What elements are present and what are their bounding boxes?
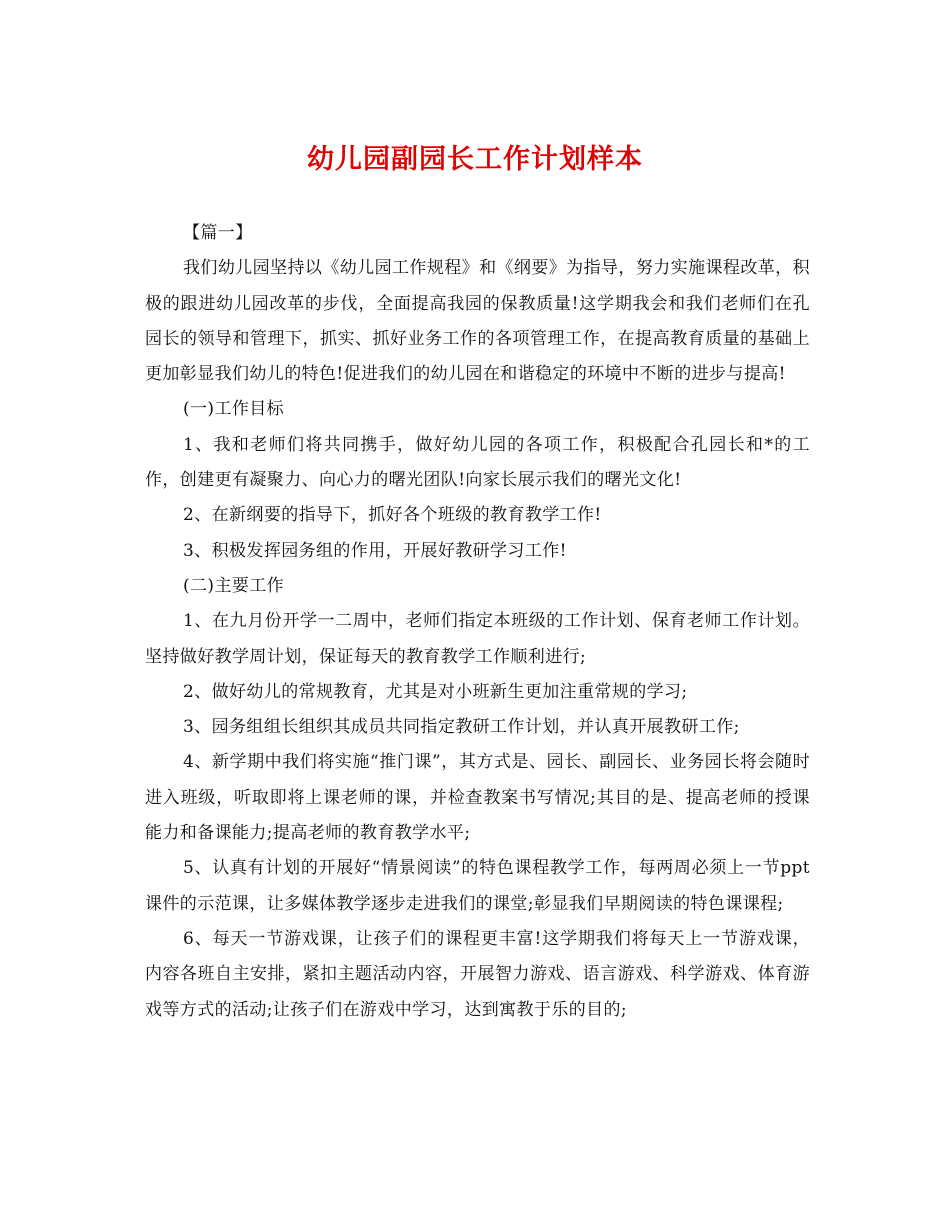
subheading-work-goals: (一)工作目标: [183, 399, 285, 420]
subheading-main-work: (二)主要工作: [183, 575, 285, 596]
work-item-2: 2、做好幼儿的常规教育，尤其是对小班新生更加注重常规的学习;: [183, 681, 688, 702]
intro-paragraph: 我们幼儿园坚持以《幼儿园工作规程》和《纲要》为指导，努力实施课程改革，积极的跟进幼儿园改革的步伐，全面提高我园的保教质量!这学期我会和我们老师们在孔园长的领导和管理下，抓实、抓好业务工作的各项管理工作，在提高教育质量的基础上更加彰显我们幼儿的特色!促进我们的幼儿园在和谐稳定的环境中不断的进步与提高!: [145, 258, 810, 385]
goal-item-2: 2、在新纲要的指导下，抓好各个班级的教育教学工作!: [183, 505, 602, 526]
document-title: 幼儿园副园长工作计划样本: [307, 144, 643, 175]
goal-item-1: 1、我和老师们将共同携手，做好幼儿园的各项工作，积极配合孔园长和*的工作，创建更有凝聚力、向心力的曙光团队!向家长展示我们的曙光文化!: [145, 434, 810, 491]
document-body: [145, 216, 810, 1028]
work-item-3: 3、园务组组长组织其成员共同指定教研工作计划，并认真开展教研工作;: [183, 717, 740, 738]
work-item-4: 4、新学期中我们将实施“推门课”，其方式是、园长、副园长、业务园长将会随时进入班级，听取即将上课老师的课，并检查教案书写情况;其目的是、提高老师的授课能力和备课能力;提高老师的教育教学水平;: [145, 752, 810, 844]
work-item-1: 1、在九月份开学一二周中，老师们指定本班级的工作计划、保育老师工作计划。坚持做好教学周计划，保证每天的教育教学工作顺利进行;: [145, 611, 810, 667]
work-item-5: 5、认真有计划的开展好“情景阅读”的特色课程教学工作，每两周必须上一节ppt课件的示范课，让多媒体教学逐步走进我们的课堂;彰显我们早期阅读的特色课课程;: [145, 858, 810, 914]
work-item-6: 6、每天一节游戏课，让孩子们的课程更丰富!这学期我们将每天上一节游戏课，内容各班自主安排，紧扣主题活动内容，开展智力游戏、语言游戏、科学游戏、体育游戏等方式的活动;让孩子们在游戏中学习，达到寓教于乐的目的;: [145, 928, 810, 1020]
goal-item-3: 3、积极发挥园务组的作用，开展好教研学习工作!: [183, 540, 567, 561]
section-heading-part-one: 【篇一】: [183, 223, 253, 243]
